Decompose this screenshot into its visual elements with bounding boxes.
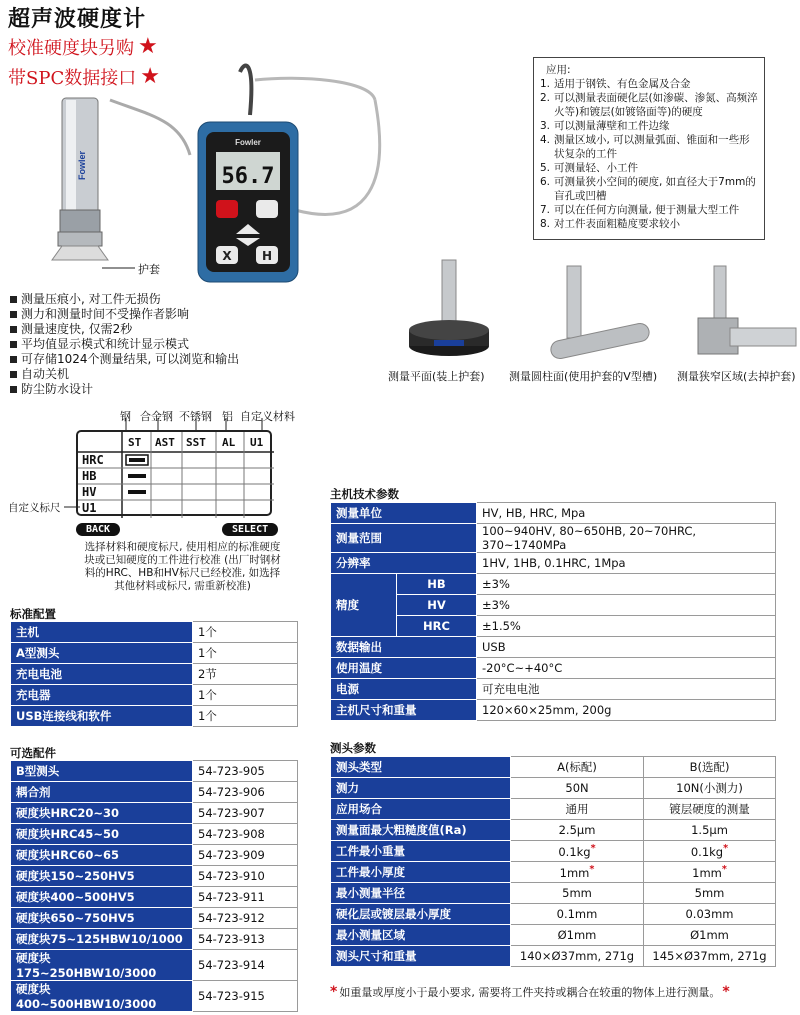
application-item: 5. 可测量轻、小工件 xyxy=(540,162,638,174)
feature-item: 防尘防水设计 xyxy=(10,382,239,397)
table-row: 硬化层或镀层最小厚度 0.1mm 0.03mm xyxy=(331,904,776,925)
reading-value: 56.7 xyxy=(221,164,275,189)
spec-row-range: 测量范围 100~940HV, 80~650HB, 20~70HRC, 370~1740MPa xyxy=(331,524,776,553)
application-box xyxy=(533,57,765,240)
note-calibration-block: 校准硬度块另购 ★ xyxy=(8,34,158,59)
probe-header-row: 测头类型 A(标配) B(选配) xyxy=(331,757,776,778)
application-item: 2. 可以测量表面硬化层(如渗碳、渗氮、高频淬火等)和镀层(如镀铬面等)的硬度 xyxy=(540,92,758,118)
probe-specs-title: 测头参数 xyxy=(330,741,376,755)
photo-caption-narrow: 测量狭窄区域(去掉护套) xyxy=(677,370,796,383)
lcd-col-st: ST xyxy=(128,436,142,449)
optional-accessories-table xyxy=(10,760,298,1012)
table-row: USB连接线和软件 1个 xyxy=(11,706,298,727)
main-specs-title: 主机技术参数 xyxy=(330,487,399,501)
material-label-custom: 自定义材料 xyxy=(240,410,295,423)
spec-row-accuracy-hb: 精度 HB ±3% xyxy=(331,574,776,595)
spec-row-size: 主机尺寸和重量 120×60×25mm, 200g xyxy=(331,700,776,721)
application-item: 1. 适用于钢铁、有色金属及合金 xyxy=(540,78,691,90)
material-label-aluminium: 铝 xyxy=(222,410,233,423)
select-button[interactable]: SELECT xyxy=(222,523,278,536)
brand-logo: Fowler xyxy=(235,138,261,147)
feature-item: 测量速度快, 仅需2秒 xyxy=(10,322,239,337)
table-row: 硬度块HRC45~50 54-723-908 xyxy=(11,824,298,845)
lcd-row-hrc: HRC xyxy=(82,453,104,467)
asterisk-icon: * xyxy=(723,843,729,855)
spec-row-power: 电源 可充电电池 xyxy=(331,679,776,700)
application-list xyxy=(540,77,758,231)
photo-caption-flat: 测量平面(装上护套) xyxy=(388,370,485,383)
note-spc-interface: 带SPC数据接口 ★ xyxy=(8,64,160,89)
photo-caption-cylinder: 测量圆柱面(使用护套的V型槽) xyxy=(509,370,658,383)
svg-text:H: H xyxy=(261,249,273,263)
feature-item: 可存储1024个测量结果, 可以浏览和输出 xyxy=(10,352,239,367)
probe xyxy=(52,98,108,260)
standard-config-title: 标准配置 xyxy=(10,607,56,621)
table-row: 充电电池 2节 xyxy=(11,664,298,685)
table-row: 工件最小厚度 1mm* 1mm* xyxy=(331,862,776,883)
asterisk-icon: * xyxy=(330,984,338,1000)
application-item: 3. 可以测量薄壁和工件边缘 xyxy=(540,120,670,132)
application-item: 6. 可测量狭小空间的硬度, 如直径大于7mm的盲孔或凹槽 xyxy=(540,176,756,202)
power-button[interactable] xyxy=(216,200,238,218)
feature-item: 自动关机 xyxy=(10,367,239,382)
asterisk-icon: * xyxy=(722,984,730,1000)
material-label-steel: 钢 xyxy=(120,410,131,423)
application-item: 4. 测量区域小, 可以测量弧面、锥面和一些形状复杂的工件 xyxy=(540,134,750,160)
table-row: 最小测量半径 5mm 5mm xyxy=(331,883,776,904)
main-specs-table xyxy=(330,502,776,721)
table-row: 硬度块75~125HBW10/1000 54-723-913 xyxy=(11,929,298,950)
table-row: 应用场合 通用 镀层硬度的测量 xyxy=(331,799,776,820)
feature-list xyxy=(10,292,239,397)
spec-row-resolution: 分辨率 1HV, 1HB, 0.1HRC, 1Mpa xyxy=(331,553,776,574)
table-row: 测量面最大粗糙度值(Ra) 2.5μm 1.5μm xyxy=(331,820,776,841)
svg-text:X: X xyxy=(222,249,232,263)
lcd-col-al: AL xyxy=(222,436,236,449)
main-unit xyxy=(198,122,298,282)
menu-button[interactable] xyxy=(256,200,278,218)
lcd-row-hb: HB xyxy=(82,469,97,483)
application-item: 7. 可以在任何方向测量, 便于测量大型工件 xyxy=(540,204,740,216)
feature-item: 测量压痕小, 对工件无损伤 xyxy=(10,292,239,307)
table-row: 测力 50N 10N(小测力) xyxy=(331,778,776,799)
lcd-col-ast: AST xyxy=(155,436,175,449)
probe-cable xyxy=(110,100,190,155)
lcd-col-sst: SST xyxy=(186,436,206,449)
calibration-note: 选择材料和硬度标尺, 使用相应的标准硬度块或已知硬度的工件进行校准 (出厂时钢材料的HRC、HB和HV标尺已经校准, 如选择其他材料或标尺, 需重新校准) xyxy=(84,541,281,592)
sleeve-label: 护套 xyxy=(138,263,160,276)
table-row: 测头尺寸和重量 140×Ø37mm, 271g 145×Ø37mm, 271g xyxy=(331,946,776,967)
table-row: 耦合剂 54-723-906 xyxy=(11,782,298,803)
spec-row-temperature: 使用温度 -20°C~+40°C xyxy=(331,658,776,679)
standard-config-table xyxy=(10,621,298,727)
photo-narrow-area xyxy=(690,258,800,368)
table-row: 硬度块HRC20~30 54-723-907 xyxy=(11,803,298,824)
spec-row-accuracy-hrc: HRC ±1.5% xyxy=(331,616,776,637)
back-button[interactable]: BACK xyxy=(76,523,120,536)
table-row: 主机 1个 xyxy=(11,622,298,643)
application-title: 应用: xyxy=(546,64,571,76)
star-icon: ★ xyxy=(140,64,160,89)
material-label-stainless: 不锈钢 xyxy=(179,410,212,423)
photo-cylinder-surface xyxy=(545,258,655,368)
table-row: 硬度块400~500HV5 54-723-911 xyxy=(11,887,298,908)
asterisk-icon: * xyxy=(590,843,596,855)
table-row: 硬度块650~750HV5 54-723-912 xyxy=(11,908,298,929)
photo-flat-surface xyxy=(400,258,510,368)
asterisk-icon: * xyxy=(589,864,595,876)
star-icon: ★ xyxy=(138,34,158,59)
optional-accessories-title: 可选配件 xyxy=(10,746,56,760)
custom-scale-label: 自定义标尺 xyxy=(8,502,61,514)
probe-footnote: * 如重量或厚度小于最小要求, 需要将工件夹持或耦合在较重的物体上进行测量。 * xyxy=(330,984,730,1000)
spec-row-accuracy-hv: HV ±3% xyxy=(331,595,776,616)
table-row: 硬度块400~500HBW10/3000 54-723-915 xyxy=(11,981,298,1012)
table-row: A型测头 1个 xyxy=(11,643,298,664)
hardness-tester-illustration xyxy=(40,60,440,290)
application-item: 8. 对工件表面粗糙度要求较小 xyxy=(540,218,680,230)
table-row: 硬度块HRC60~65 54-723-909 xyxy=(11,845,298,866)
table-row: B型测头 54-723-905 xyxy=(11,761,298,782)
table-row: 硬度块150~250HV5 54-723-910 xyxy=(11,866,298,887)
page-title: 超声波硬度计 xyxy=(8,7,147,32)
lcd-row-hv: HV xyxy=(82,485,97,499)
lcd-col-u1: U1 xyxy=(250,436,264,449)
probe-brand-text: Fowler xyxy=(77,150,87,180)
probe-specs-table xyxy=(330,756,776,967)
asterisk-icon: * xyxy=(721,864,727,876)
material-label-alloy: 合金钢 xyxy=(140,410,173,423)
feature-item: 平均值显示模式和统计显示模式 xyxy=(10,337,239,352)
spec-row-output: 数据输出 USB xyxy=(331,637,776,658)
spec-row-unit: 测量单位 HV, HB, HRC, Mpa xyxy=(331,503,776,524)
table-row: 充电器 1个 xyxy=(11,685,298,706)
table-row: 工件最小重量 0.1kg* 0.1kg* xyxy=(331,841,776,862)
table-row: 硬度块175~250HBW10/3000 54-723-914 xyxy=(11,950,298,981)
lcd-material-scale-grid xyxy=(76,430,272,516)
feature-item: 测力和测量时间不受操作者影响 xyxy=(10,307,239,322)
table-row: 最小测量区域 Ø1mm Ø1mm xyxy=(331,925,776,946)
lcd-row-u1: U1 xyxy=(82,501,97,515)
